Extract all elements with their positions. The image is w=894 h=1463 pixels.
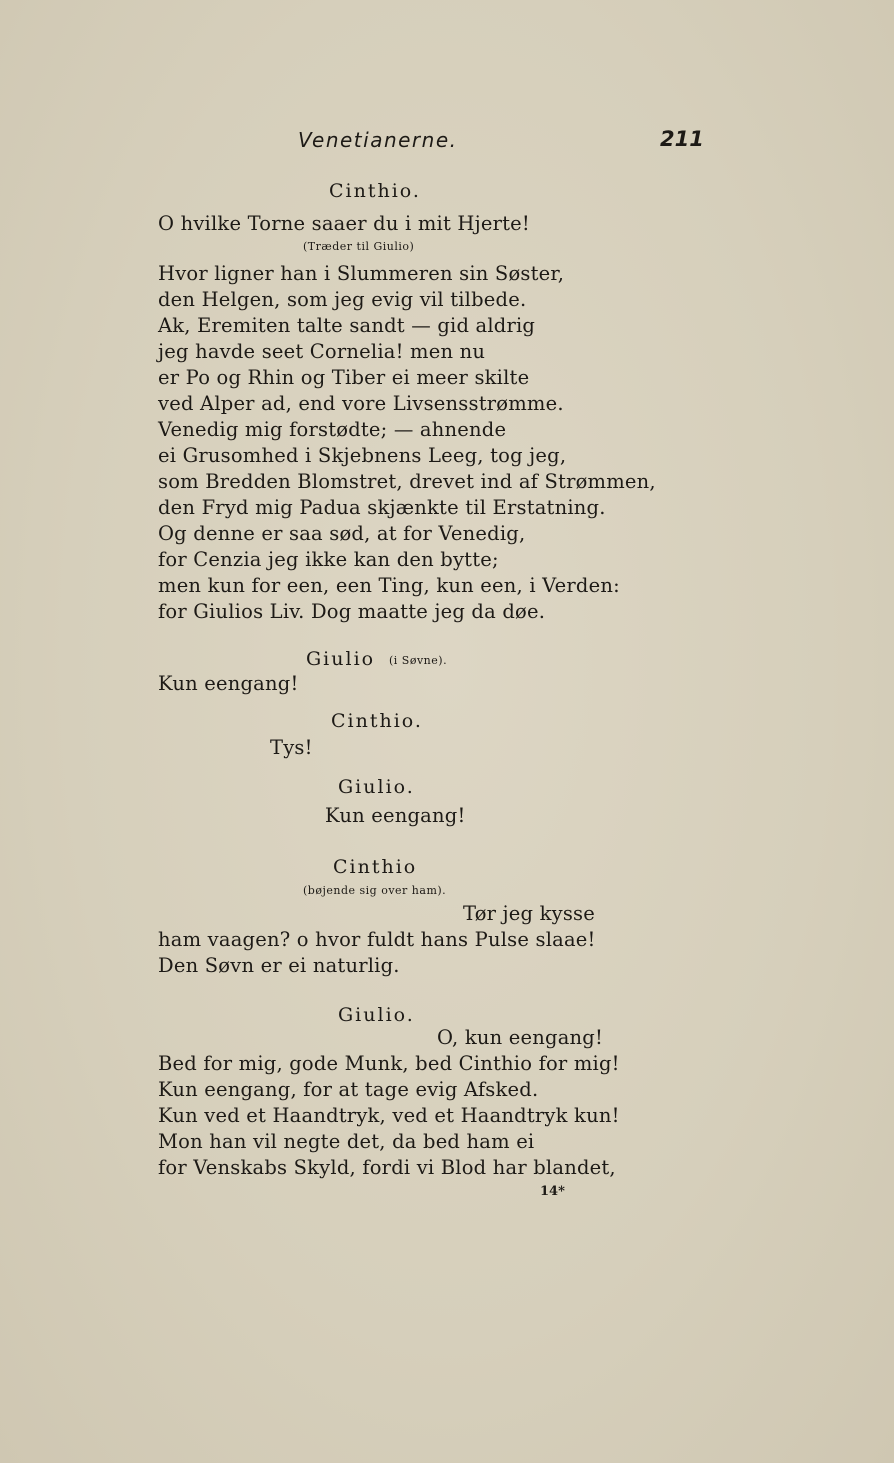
signature-mark: 14*	[540, 1184, 565, 1199]
verse-line: O, kun eengang!	[437, 1026, 603, 1049]
running-title: Venetianerne.	[298, 128, 458, 152]
verse-line: for Venskabs Skyld, fordi vi Blod har blandet,	[158, 1156, 616, 1179]
verse-line: Kun eengang!	[325, 804, 466, 827]
verse-line: for Cenzia jeg ikke kan den bytte;	[158, 548, 499, 571]
speaker-name: Cinthio.	[329, 180, 421, 202]
verse-line: Den Søvn er ei naturlig.	[158, 954, 400, 977]
stage-direction: (i Søvne).	[389, 654, 448, 667]
verse-line: ved Alper ad, end vore Livsensstrømme.	[158, 392, 564, 415]
stage-direction: (Træder til Giulio)	[303, 240, 415, 253]
verse-line: Kun eengang!	[158, 672, 299, 695]
verse-line: er Po og Rhin og Tiber ei meer skilte	[158, 366, 530, 389]
speaker-name: Giulio	[306, 648, 376, 670]
verse-line: Og denne er saa sød, at for Venedig,	[158, 522, 526, 545]
verse-line: den Fryd mig Padua skjænkte til Erstatning.	[158, 496, 606, 519]
verse-line: Bed for mig, gode Munk, bed Cinthio for mig!	[158, 1052, 620, 1075]
verse-line: Mon han vil negte det, da bed ham ei	[158, 1130, 535, 1153]
verse-line: Kun eengang, for at tage evig Afsked.	[158, 1078, 539, 1101]
verse-line: ei Grusomhed i Skjebnens Leeg, tog jeg,	[158, 444, 567, 467]
verse-line: for Giulios Liv. Dog maatte jeg da døe.	[158, 600, 546, 623]
stage-direction: (bøjende sig over ham).	[303, 884, 447, 897]
speaker-name: Cinthio.	[331, 710, 423, 732]
speaker-name: Giulio.	[338, 1004, 415, 1026]
verse-line: Venedig mig forstødte; — ahnende	[158, 418, 507, 441]
verse-line: men kun for een, een Ting, kun een, i Verden:	[158, 574, 620, 597]
verse-line: O hvilke Torne saaer du i mit Hjerte!	[158, 212, 530, 235]
verse-line: den Helgen, som jeg evig vil tilbede.	[158, 288, 527, 311]
verse-line: Hvor ligner han i Slummeren sin Søster,	[158, 262, 565, 285]
verse-line: Ak, Eremiten talte sandt — gid aldrig	[158, 314, 536, 337]
speaker-name: Giulio.	[338, 776, 415, 798]
verse-line: ham vaagen? o hvor fuldt hans Pulse slaae!	[158, 928, 596, 951]
verse-line: som Bredden Blomstret, drevet ind af Strømmen,	[158, 470, 656, 493]
speaker-name: Cinthio	[333, 856, 418, 878]
verse-line: Kun ved et Haandtryk, ved et Haandtryk kun!	[158, 1104, 620, 1127]
verse-line: jeg havde seet Cornelia! men nu	[158, 340, 486, 363]
verse-line: Tør jeg kysse	[463, 902, 596, 925]
page-number: 211	[660, 127, 704, 151]
verse-line: Tys!	[270, 736, 313, 759]
